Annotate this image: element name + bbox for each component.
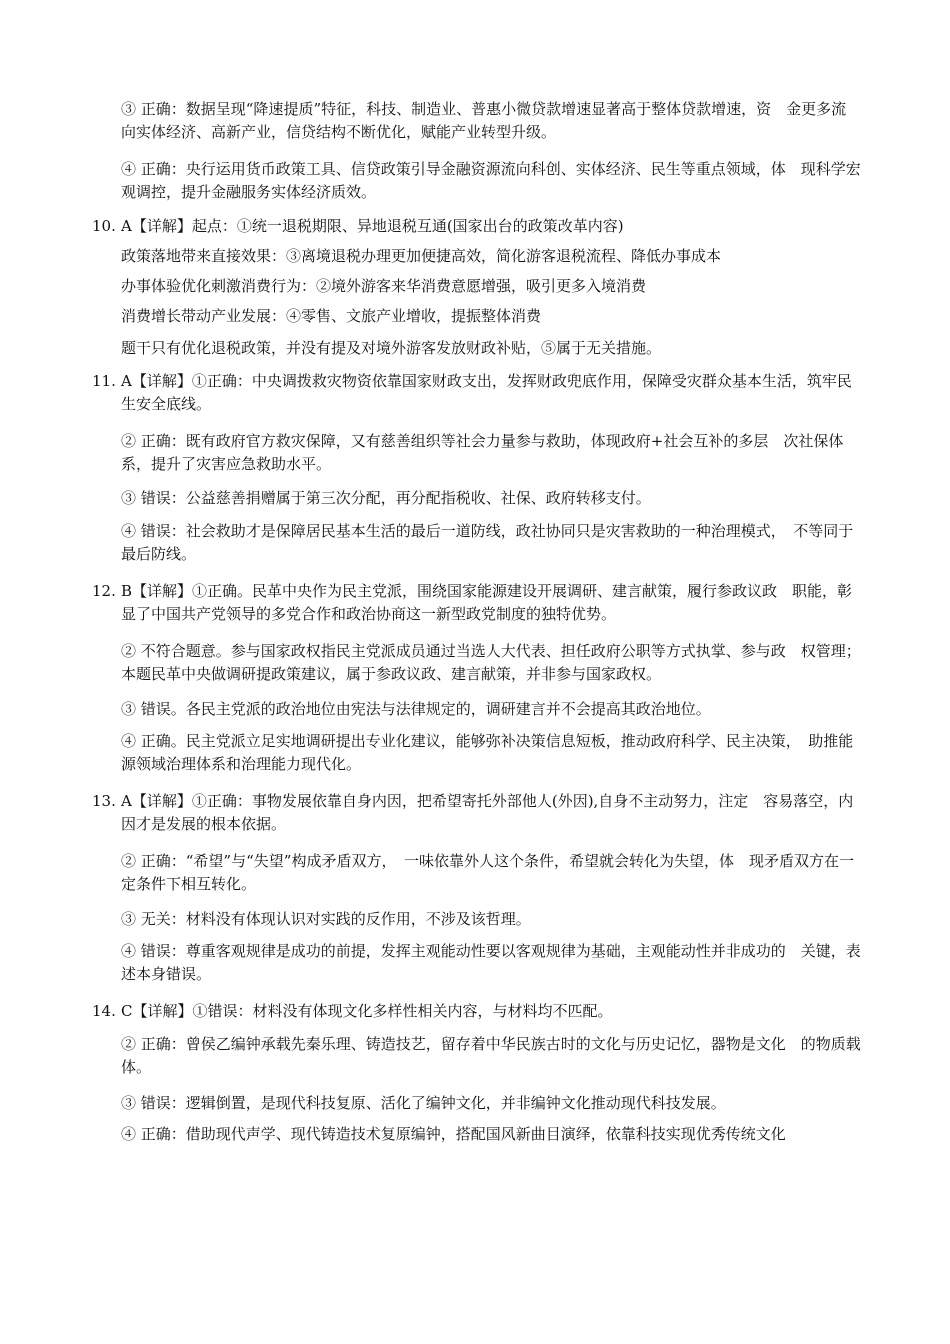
q12-number: 12. <box>92 582 116 600</box>
q9-item-3: ③ 正确：数据呈现“降速提质”特征，科技、制造业、普惠小微贷款增速显著高于整体贷款增速，资 金更多流向实体经济、高新产业，信贷结构不断优化，赋能产业转型升级。 <box>121 100 847 141</box>
q10-line-4: 消费增长带动产业发展：④零售、文旅产业增收，提振整体消费 <box>121 307 542 325</box>
q13-head: A【详解】①正确：事物发展依靠自身内因，把希望寄托外部他人(外因),自身不主动努力，注定 容易落空，内因才是发展的根本依据。 <box>121 792 854 833</box>
q14-number: 14. <box>92 1002 116 1020</box>
q10-line-2: 政策落地带来直接效果：③离境退税办理更加便捷高效，简化游客退税流程、降低办事成本 <box>121 247 722 265</box>
q12-head: B【详解】①正确。民革中央作为民主党派，围绕国家能源建设开展调研、建言献策，履行参政议政 职能，彰显了中国共产党领导的多党合作和政治协商这一新型政党制度的独特优势。 <box>121 582 853 623</box>
q10-line-3: 办事体验优化刺激消费行为：②境外游客来华消费意愿增强，吸引更多入境消费 <box>121 277 647 295</box>
q12-item-3: ③ 错误。各民主党派的政治地位由宪法与法律规定的，调研建言并不会提高其政治地位。 <box>121 700 711 718</box>
q10-line-5: 题干只有优化退税政策，并没有提及对境外游客发放财政补贴，⑤属于无关措施。 <box>121 339 662 357</box>
q10-number: 10. <box>92 217 116 235</box>
q11-item-2: ② 正确：既有政府官方救灾保障，又有慈善组织等社会力量参与救助，体现政府+社会互补的多层 次社保体系，提升了灾害应急救助水平。 <box>121 432 844 473</box>
q14-item-2: ② 正确：曾侯乙编钟承载先秦乐理、铸造技艺，留存着中华民族古时的文化与历史记忆，器物是文化 的物质载体。 <box>121 1035 861 1076</box>
q13-item-3: ③ 无关：材料没有体现认识对实践的反作用，不涉及该哲理。 <box>121 910 531 928</box>
q10-head: A【详解】起点：①统一退税期限、异地退税互通(国家出台的政策改革内容) <box>121 217 624 235</box>
q11-number: 11. <box>92 372 116 390</box>
q11-head: A【详解】①正确：中央调拨救灾物资依靠国家财政支出，发挥财政兜底作用，保障受灾群众基本生活，筑牢民生安全底线。 <box>121 372 852 413</box>
q13-item-2: ② 正确：“希望”与“失望”构成矛盾双方， 一味依靠外人这个条件，希望就会转化为失望，体 现矛盾双方在一定条件下相互转化。 <box>121 852 854 893</box>
q14-item-3: ③ 错误：逻辑倒置，是现代科技复原、活化了编钟文化，并非编钟文化推动现代科技发展。 <box>121 1094 726 1112</box>
q14-item-4: ④ 正确：借助现代声学、现代铸造技术复原编钟，搭配国风新曲目演绎，依靠科技实现优秀传统文化 <box>121 1125 786 1143</box>
q12-item-2: ② 不符合题意。参与国家政权指民主党派成员通过当选人大代表、担任政府公职等方式执掌、参与政 权管理；本题民革中央做调研提政策建议，属于参政议政、建言献策，并非参与国家政权。 <box>121 642 861 683</box>
q13-number: 13. <box>92 792 116 810</box>
q13-item-4: ④ 错误：尊重客观规律是成功的前提，发挥主观能动性要以客观规律为基础，主观能动性并非成功的 关键，表述本身错误。 <box>121 942 861 983</box>
q9-item-4: ④ 正确：央行运用货币政策工具、信贷政策引导金融资源流向科创、实体经济、民生等重点领域，体 现科学宏观调控，提升金融服务实体经济质效。 <box>121 160 861 201</box>
q11-item-4: ④ 错误：社会救助才是保障居民基本生活的最后一道防线，政社协同只是灾害救助的一种治理模式， 不等同于最后防线。 <box>121 522 854 563</box>
q11-item-3: ③ 错误：公益慈善捐赠属于第三次分配，再分配指税收、社保、政府转移支付。 <box>121 489 651 507</box>
q12-item-4: ④ 正确。民主党派立足实地调研提出专业化建议，能够弥补决策信息短板，推动政府科学、民主决策， 助推能源领域治理体系和治理能力现代化。 <box>121 732 854 773</box>
q14-head: C【详解】①错误：材料没有体现文化多样性相关内容，与材料均不匹配。 <box>121 1002 613 1020</box>
